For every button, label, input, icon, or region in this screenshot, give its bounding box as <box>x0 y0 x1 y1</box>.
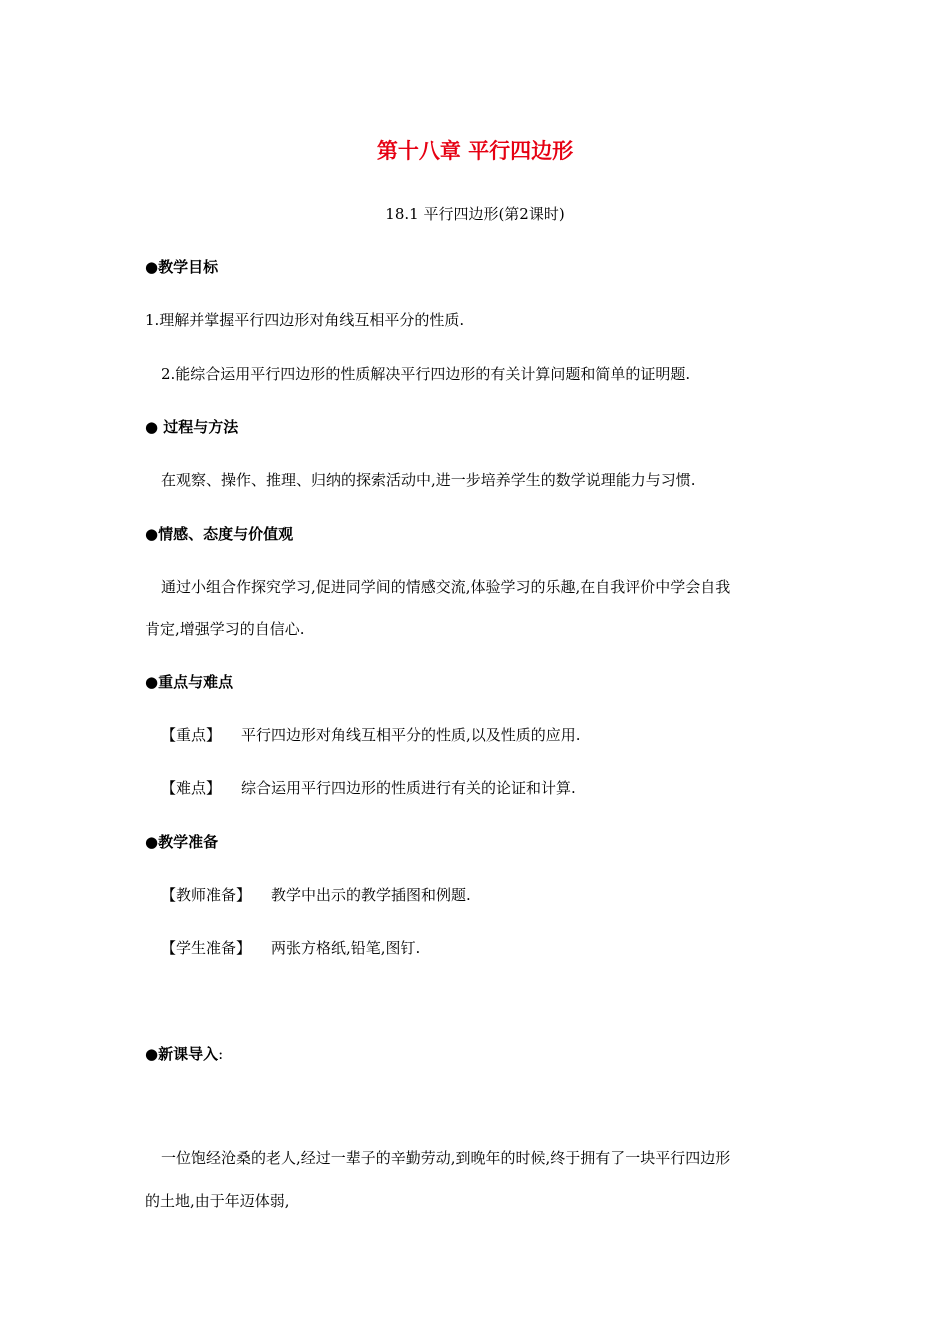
student-prep-tag: 【学生准备】 <box>161 939 252 957</box>
lesson-subtitle: 18.1 平行四边形(第2课时) <box>385 205 565 223</box>
story-paragraph-line-2: 的土地,由于年迈体弱, <box>145 1192 290 1210</box>
heading-new-lesson-intro <box>145 1043 810 1065</box>
teacher-prep-tag: 【教师准备】 <box>161 886 252 904</box>
emotion-paragraph-line-1: 通过小组合作探究学习,促进同学间的情感交流,体验学习的乐趣,在自我评价中学会自我 <box>161 578 731 596</box>
difficult-point-text: 综合运用平行四边形的性质进行有关的论证和计算. <box>241 779 576 797</box>
new-lesson-colon: : <box>218 1045 224 1063</box>
heading-process-method: ● 过程与方法 <box>145 418 239 436</box>
teacher-prep-text: 教学中出示的教学插图和例题. <box>271 886 471 904</box>
student-prep-text: 两张方格纸,铅笔,图钉. <box>271 939 421 957</box>
heading-key-difficult: ●重点与难点 <box>145 673 234 691</box>
key-point-text: 平行四边形对角线互相平分的性质,以及性质的应用. <box>241 726 581 744</box>
difficult-point-tag: 【难点】 <box>161 779 222 797</box>
emotion-paragraph-line-2: 肯定,增强学习的自信心. <box>145 620 305 638</box>
key-point-tag: 【重点】 <box>161 726 222 744</box>
teacher-prep-row <box>161 884 826 906</box>
new-lesson-heading-text: ●新课导入 <box>145 1045 219 1063</box>
story-paragraph-line-1: 一位饱经沧桑的老人,经过一辈子的辛勤劳动,到晚年的时候,终于拥有了一块平行四边形 <box>161 1149 731 1167</box>
student-prep-row <box>161 937 826 959</box>
process-paragraph: 在观察、操作、推理、归纳的探索活动中,进一步培养学生的数学说理能力与习惯. <box>161 471 696 489</box>
goal-item-1: 1.理解并掌握平行四边形对角线互相平分的性质. <box>145 311 465 329</box>
heading-teaching-goals: ●教学目标 <box>145 258 219 276</box>
chapter-title: 第十八章 平行四边形 <box>376 139 574 163</box>
difficult-point-row <box>161 777 826 799</box>
key-point-row <box>161 724 826 746</box>
heading-emotion-values: ●情感、态度与价值观 <box>145 525 294 543</box>
heading-teaching-prep: ●教学准备 <box>145 833 219 851</box>
goal-item-2: 2.能综合运用平行四边形的性质解决平行四边形的有关计算问题和简单的证明题. <box>161 365 691 383</box>
